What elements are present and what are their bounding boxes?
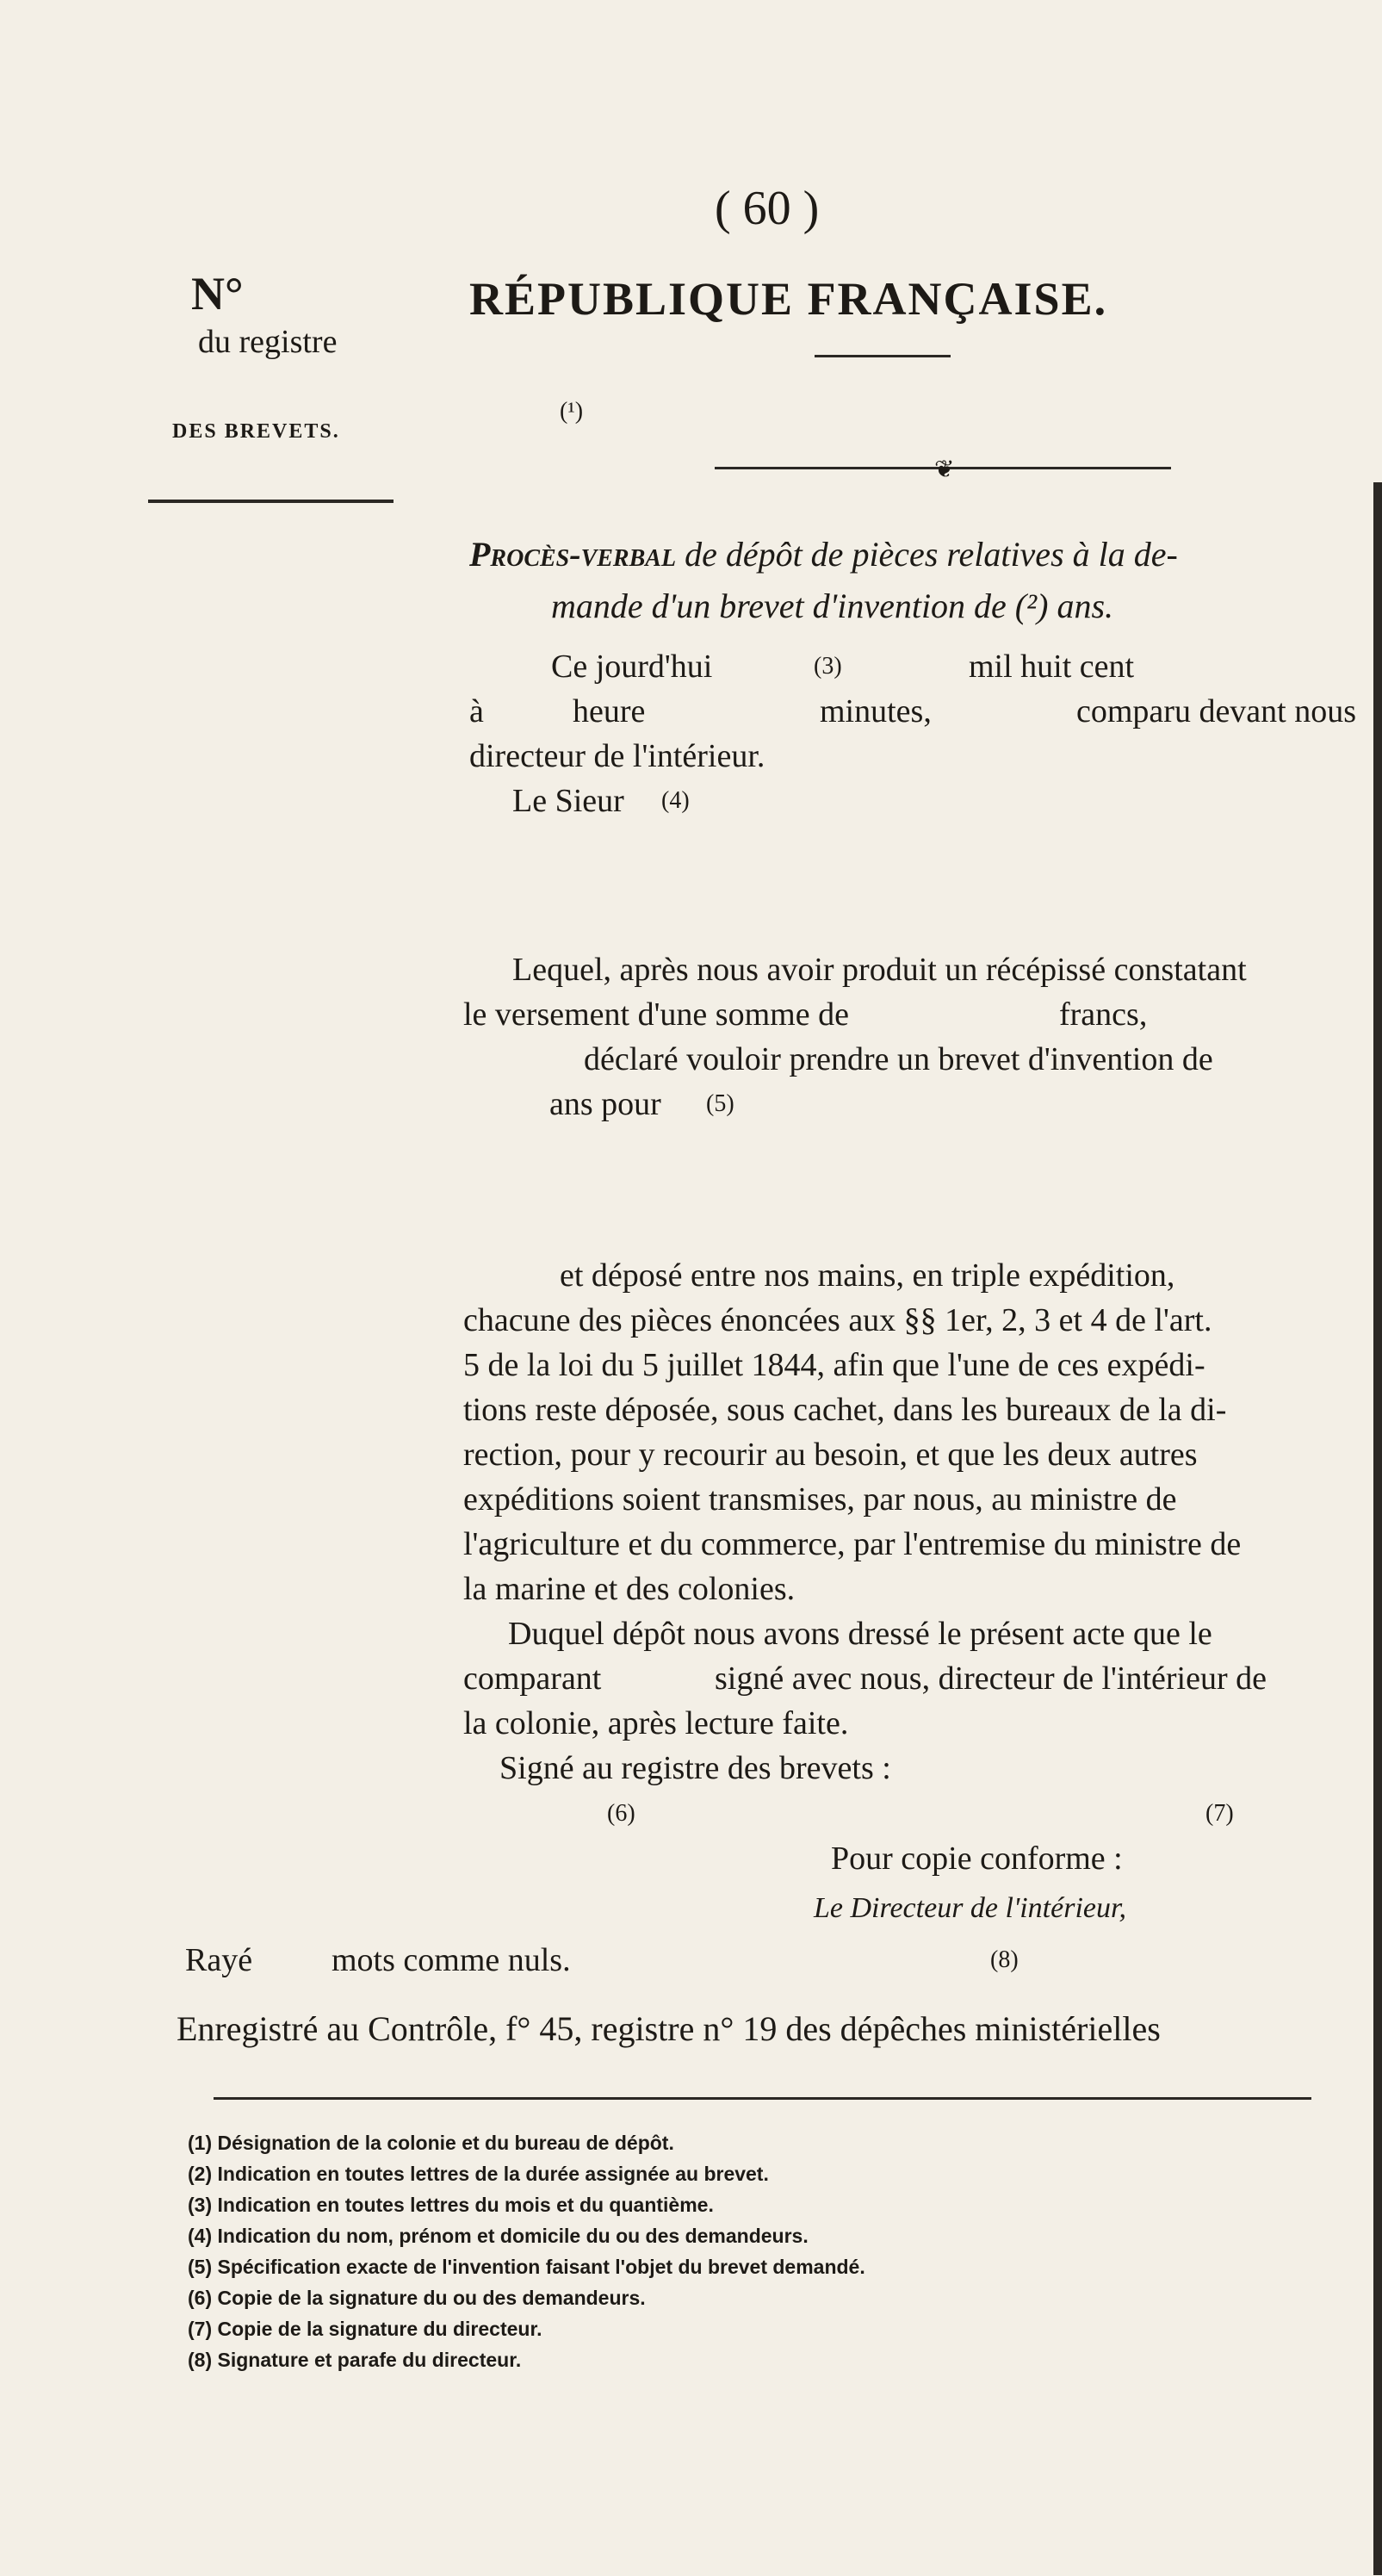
footnote: (7) Copie de la signature du directeur. bbox=[188, 2318, 542, 2340]
body-text: le versement d'une somme de bbox=[463, 996, 849, 1033]
body-text: signé avec nous, directeur de l'intérieur de bbox=[715, 1660, 1267, 1697]
page-title: RÉPUBLIQUE FRANÇAISE. bbox=[469, 273, 1108, 325]
footnotes-divider bbox=[214, 2097, 1311, 2100]
body-text: Duquel dépôt nous avons dressé le présent acte que le bbox=[508, 1616, 1212, 1652]
body-text: la marine et des colonies. bbox=[463, 1571, 796, 1607]
raye-text: mots comme nuls. bbox=[332, 1942, 571, 1978]
footnote-ref-8: (8) bbox=[990, 1946, 1019, 1973]
body-text: ans pour bbox=[549, 1086, 661, 1122]
register-number-mark: N° bbox=[191, 268, 244, 320]
body-text: et déposé entre nos mains, en triple expédition, bbox=[560, 1257, 1175, 1294]
footnote: (4) Indication du nom, prénom et domicile du ou des demandeurs. bbox=[188, 2225, 809, 2247]
copie-conforme: Pour copie conforme : bbox=[831, 1840, 1123, 1877]
body-text: rection, pour y recourir au besoin, et que les deux autres bbox=[463, 1437, 1198, 1473]
proces-verbal-heading-1: Procès-verbal de dépôt de pièces relatives à la de- bbox=[469, 535, 1178, 574]
directeur-label: Le Directeur de l'intérieur, bbox=[814, 1892, 1126, 1924]
body-text: francs, bbox=[1059, 996, 1148, 1033]
footnote: (3) Indication en toutes lettres du mois et du quantième. bbox=[188, 2194, 714, 2216]
body-text: comparant bbox=[463, 1660, 602, 1697]
footnote-ref-6: (6) bbox=[607, 1800, 635, 1827]
body-text: Signé au registre des brevets : bbox=[499, 1750, 891, 1786]
left-divider bbox=[148, 500, 394, 503]
footnote: (6) Copie de la signature du ou des demandeurs. bbox=[188, 2287, 646, 2309]
page-edge-shadow bbox=[1373, 482, 1382, 2575]
body-text: 5 de la loi du 5 juillet 1844, afin que l'une de ces expédi- bbox=[463, 1347, 1205, 1383]
footnote: (5) Spécification exacte de l'invention faisant l'objet du brevet demandé. bbox=[188, 2256, 865, 2278]
page-number: ( 60 ) bbox=[715, 182, 820, 235]
footnote-ref-3: (3) bbox=[814, 653, 842, 680]
raye-label: Rayé bbox=[185, 1942, 253, 1978]
footnote-ref-1: (¹) bbox=[560, 398, 584, 425]
footnote: (1) Désignation de la colonie et du bureau de dépôt. bbox=[188, 2132, 674, 2154]
footnote-ref-4: (4) bbox=[661, 787, 690, 814]
title-divider bbox=[815, 355, 951, 357]
footnote-ref-5: (5) bbox=[706, 1090, 734, 1117]
body-text: Ce jourd'hui bbox=[551, 649, 713, 685]
register-label: du registre bbox=[198, 324, 338, 360]
body-text: déclaré vouloir prendre un brevet d'invention de bbox=[584, 1041, 1213, 1077]
body-text: mil huit cent bbox=[969, 649, 1135, 685]
brevets-label: DES BREVETS. bbox=[172, 420, 340, 443]
body-text: Le Sieur bbox=[512, 783, 624, 819]
body-text: minutes, bbox=[820, 693, 932, 729]
enregistre-line: Enregistré au Contrôle, f° 45, registre n° 19 des dépêches ministérielles bbox=[177, 2009, 1161, 2048]
body-text: à bbox=[469, 693, 484, 729]
body-text: chacune des pièces énoncées aux §§ 1er, 2, 3 et 4 de l'art. bbox=[463, 1302, 1212, 1338]
footnote-ref-7: (7) bbox=[1205, 1800, 1234, 1827]
body-text: la colonie, après lecture faite. bbox=[463, 1705, 849, 1741]
body-text: directeur de l'intérieur. bbox=[469, 738, 765, 774]
footnotes bbox=[188, 2127, 865, 2375]
proces-verbal-heading-2: mande d'un brevet d'invention de (²) ans. bbox=[551, 587, 1114, 625]
body-text: tions reste déposée, sous cachet, dans les bureaux de la di- bbox=[463, 1392, 1227, 1428]
ornament-icon: ❦ bbox=[934, 456, 955, 483]
body-text: heure bbox=[573, 693, 646, 729]
body-text: comparu devant nous bbox=[1076, 693, 1357, 729]
body-text: Lequel, après nous avoir produit un récépissé constatant bbox=[512, 952, 1247, 988]
footnote: (8) Signature et parafe du directeur. bbox=[188, 2349, 522, 2371]
body-text: l'agriculture et du commerce, par l'entremise du ministre de bbox=[463, 1526, 1242, 1562]
body-text: expéditions soient transmises, par nous, au ministre de bbox=[463, 1481, 1177, 1518]
footnote: (2) Indication en toutes lettres de la durée assignée au brevet. bbox=[188, 2163, 769, 2185]
